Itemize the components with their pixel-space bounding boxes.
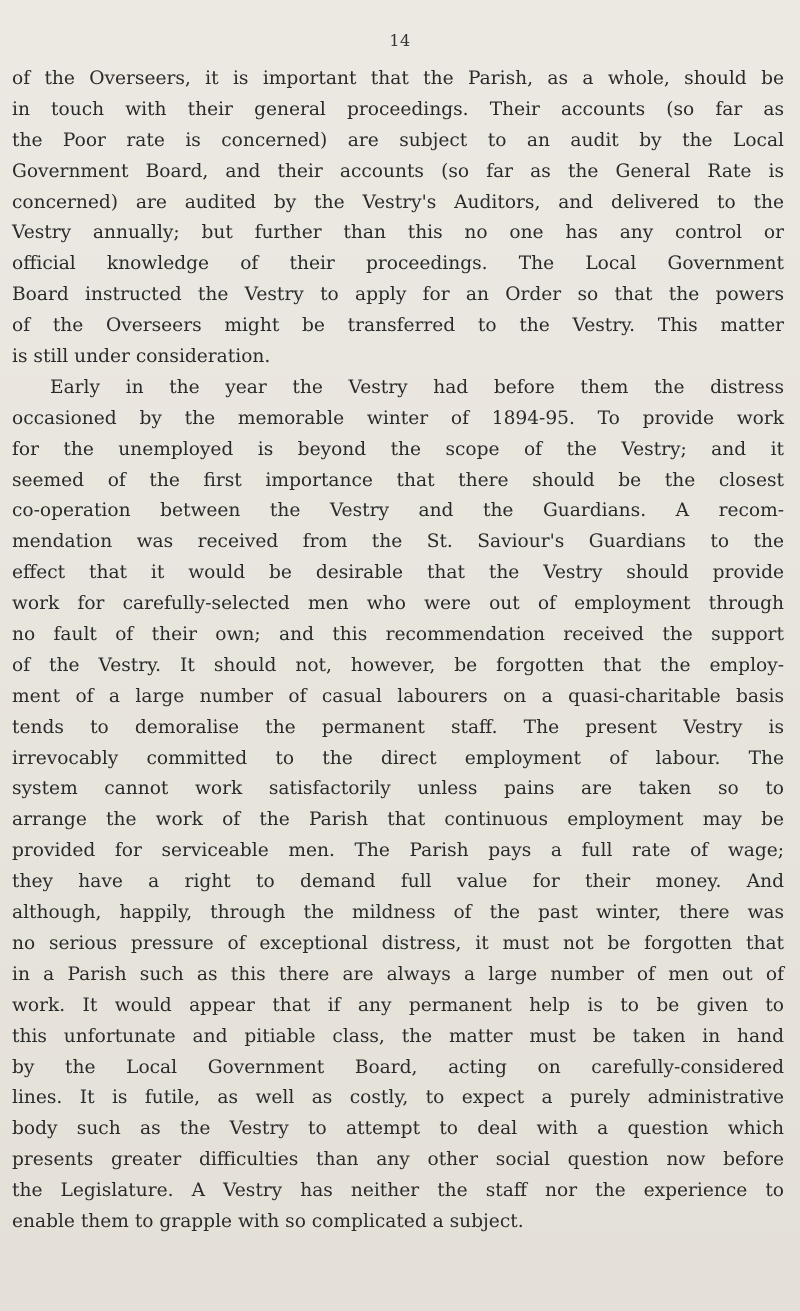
text-line: no fault of their own; and this recommendation received the support: [12, 624, 784, 646]
text-line: no serious pressure of exceptional distress, it must not be forgotten that: [12, 932, 784, 954]
text-line: concerned) are audited by the Vestry's Auditors, and delivered to the: [12, 191, 784, 213]
text-line: work. It would appear that if any permanent help is to be given to: [12, 994, 784, 1016]
text-line: of the Vestry. It should not, however, be forgotten that the employ-: [12, 654, 784, 676]
text-line: work for carefully-selected men who were out of employment through: [12, 593, 784, 615]
paragraph-overseers: [12, 64, 784, 373]
text-line: Government Board, and their accounts (so far as the General Rate is: [12, 160, 784, 182]
text-line: occasioned by the memorable winter of 1894-95. To provide work: [12, 407, 784, 429]
text-line: mendation was received from the St. Saviour's Guardians to the: [12, 531, 784, 553]
text-line: of the Overseers, it is important that the Parish, as a whole, should be: [12, 68, 784, 89]
text-line: tends to demoralise the permanent staff. The present Vestry is: [12, 716, 784, 738]
text-line: the Poor rate is concerned) are subject to an audit by the Local: [12, 129, 784, 151]
text-line: in touch with their general proceedings. Their accounts (so far as: [12, 98, 784, 120]
text-line: irrevocably committed to the direct employment of labour. The: [12, 747, 784, 769]
text-line: system cannot work satisfactorily unless pains are taken so to: [12, 778, 784, 800]
text-line: by the Local Government Board, acting on carefully-considered: [12, 1056, 784, 1078]
text-line: presents greater difficulties than any other social question now before: [12, 1149, 784, 1171]
text-line: ment of a large number of casual labourers on a quasi-charitable basis: [12, 685, 784, 707]
paragraph-distress: [12, 373, 784, 1238]
text-line: co-operation between the Vestry and the Guardians. A recom-: [12, 500, 784, 522]
text-line: the Legislature. A Vestry has neither the staff nor the experience to: [12, 1180, 784, 1202]
text-line: enable them to grapple with so complicated a subject.: [12, 1210, 524, 1232]
text-line: although, happily, through the mildness of the past winter, there was: [12, 902, 784, 924]
text-line: official knowledge of their proceedings. The Local Government: [12, 253, 784, 275]
text-line: effect that it would be desirable that the Vestry should provide: [12, 562, 784, 584]
body-text: [12, 64, 784, 1238]
text-line: body such as the Vestry to attempt to deal with a question which: [12, 1118, 784, 1140]
text-line: lines. It is futile, as well as costly, to expect a purely administrative: [12, 1087, 784, 1109]
text-line: of the Overseers might be transferred to the Vestry. This matter: [12, 315, 784, 337]
text-line: for the unemployed is beyond the scope of the Vestry; and it: [12, 438, 784, 460]
text-line: arrange the work of the Parish that continuous employment may be: [12, 809, 784, 831]
text-line: seemed of the first importance that there should be the closest: [12, 469, 784, 491]
text-line: Board instructed the Vestry to apply for an Order so that the powers: [12, 284, 784, 306]
text-line: is still under consideration.: [12, 346, 271, 368]
page-number: 14: [389, 31, 411, 50]
text-line: in a Parish such as this there are always a large number of men out of: [12, 963, 784, 985]
text-line: Early in the year the Vestry had before them the distress: [50, 376, 784, 398]
text-line: provided for serviceable men. The Parish pays a full rate of wage;: [12, 840, 784, 862]
text-line: this unfortunate and pitiable class, the matter must be taken in hand: [12, 1025, 784, 1047]
text-line: they have a right to demand full value for their money. And: [12, 871, 784, 893]
text-line: Vestry annually; but further than this no one has any control or: [12, 222, 784, 244]
